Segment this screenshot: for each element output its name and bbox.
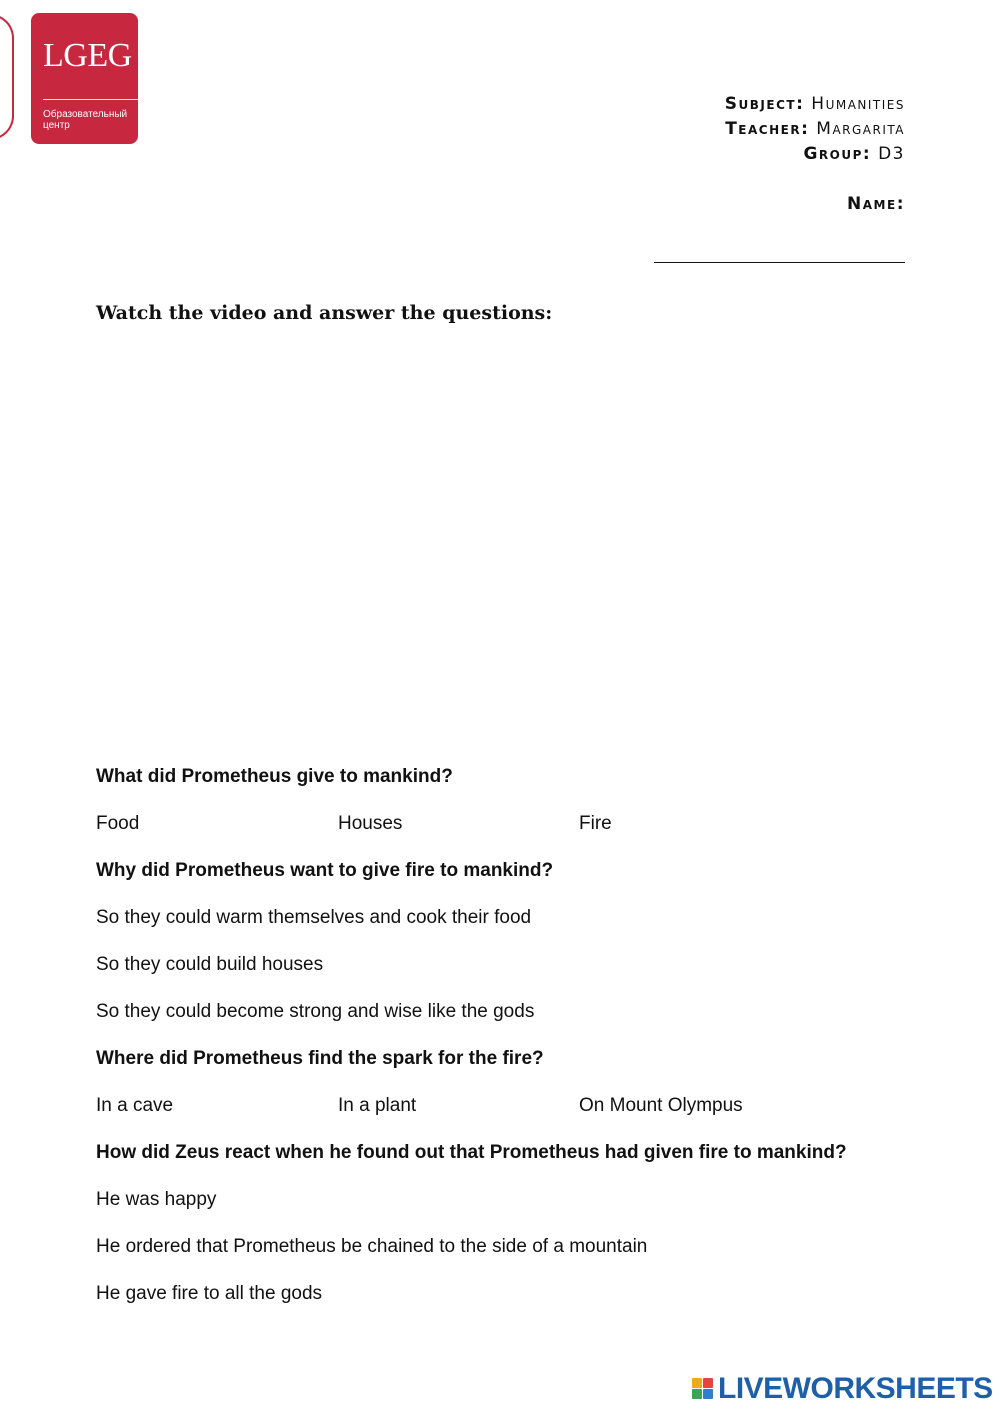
subject-line (725, 92, 905, 117)
logo-title: LGEG (43, 37, 132, 74)
school-logo (31, 13, 138, 144)
teacher-value: Margarita (816, 119, 905, 139)
group-line (803, 142, 905, 167)
q4-option-3[interactable]: He gave fire to all the gods (96, 1283, 323, 1304)
question-1: What did Prometheus give to mankind? (96, 766, 453, 787)
logo-subtitle: Образовательный центр (43, 109, 128, 131)
liveworksheets-logo-icon (692, 1378, 714, 1400)
q2-option-3[interactable]: So they could become strong and wise like the gods (96, 1001, 535, 1022)
q1-option-fire[interactable]: Fire (579, 813, 612, 834)
group-value: D3 (878, 144, 905, 164)
liveworksheets-brand (692, 1372, 992, 1408)
q3-option-olympus[interactable]: On Mount Olympus (579, 1095, 743, 1116)
teacher-label: Teacher: (725, 119, 810, 139)
group-label: Group: (803, 144, 872, 164)
name-line-label (847, 192, 905, 217)
question-4: How did Zeus react when he found out that Prometheus had given fire to mankind? (96, 1142, 847, 1163)
liveworksheets-wordmark: LIVEWORKSHEETS (718, 1372, 993, 1405)
name-answer-line[interactable] (654, 262, 905, 263)
logo-divider (43, 99, 138, 100)
subject-label: Subject: (724, 94, 805, 114)
question-2: Why did Prometheus want to give fire to mankind? (96, 860, 554, 881)
q1-option-houses[interactable]: Houses (338, 813, 403, 834)
instruction-heading: Watch the video and answer the questions: (96, 302, 553, 324)
name-label: Name: (847, 194, 905, 214)
q3-option-cave[interactable]: In a cave (96, 1095, 174, 1116)
q3-option-plant[interactable]: In a plant (338, 1095, 417, 1116)
logo-bracket-decoration (0, 14, 14, 140)
q1-option-food[interactable]: Food (96, 813, 140, 834)
subject-value: Humanities (811, 94, 905, 114)
q2-option-1[interactable]: So they could warm themselves and cook their food (96, 907, 532, 928)
q4-option-1[interactable]: He was happy (96, 1189, 217, 1210)
q4-option-2[interactable]: He ordered that Prometheus be chained to the side of a mountain (96, 1236, 648, 1257)
teacher-line (725, 117, 905, 142)
question-3: Where did Prometheus find the spark for the fire? (96, 1048, 544, 1069)
q2-option-2[interactable]: So they could build houses (96, 954, 324, 975)
